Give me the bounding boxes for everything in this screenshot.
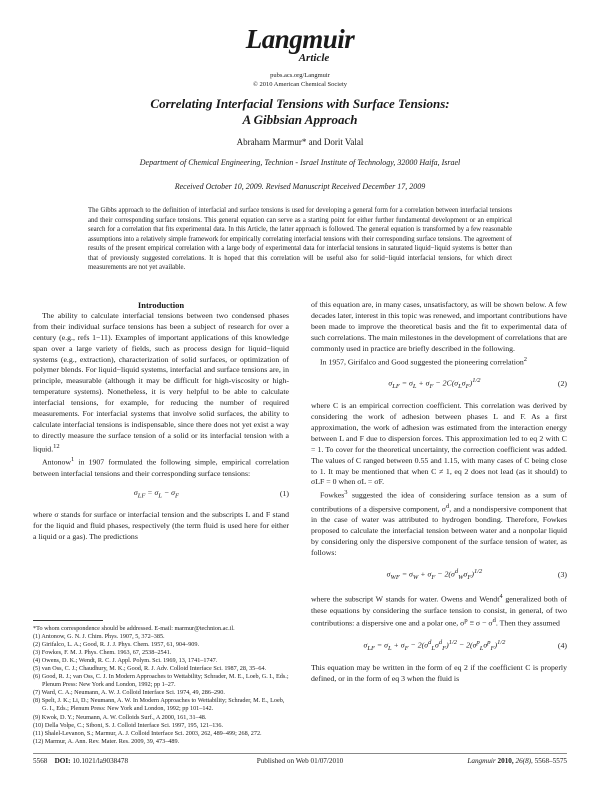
article-type-label: Article bbox=[298, 52, 330, 64]
reference-item: (5) van Oss, C. J.; Chaudhury, M. K.; Good, R. J. Adv. Colloid Interface Sci. 1987, 28, 35–64. bbox=[33, 665, 267, 673]
equation-3 bbox=[311, 567, 567, 584]
citation-ref[interactable]: 1 bbox=[71, 456, 75, 464]
reference-item: (1) Antonow, G. N. J. Chim. Phys. 1907, 5, 372–385. bbox=[33, 633, 165, 641]
reference-item: (11) Shalel-Levanon, S.; Marmur, A. J. Colloid Interface Sci. 2003, 262, 489–499; 268, 272. bbox=[33, 729, 262, 737]
reference-item: (9) Kwok, D. Y.; Neumann, A. W. Colloids Surf., A 2000, 161, 31–48. bbox=[33, 713, 207, 721]
abstract: The Gibbs approach to the definition of interfacial and surface tensions is used for developing a general form for a correlation between interfacial tensions and their corresponding surface tensions. This general equation can serve as a starting point for either further fundamental development or an empirical search for a correlation that fits experimental data. In this Article, the latter approach is followed. The general equation is transformed by a few reasonable assumptions into a relatively simple framework for empirically correlating interfacial tensions with their corresponding surface tensions. The agreement of results of the present empirical correlation with a large body of experimental data for interfacial tensions in saturated liquid−liquid systems is better than that of previously suggested correlations. It is hoped that this correlation will be useful also for solid−liquid interfacial tensions, for which direct measurements are not yet available. bbox=[88, 207, 512, 271]
reference-item: (6) Good, R. J.; van Oss, C. J. In Modern Approaches to Wettability; Schrader, M. E., Loeb, G. I., Eds.; Plenum Press: New York and London, 1992; pp 1–27. bbox=[33, 673, 289, 689]
superscript-d: d bbox=[445, 502, 450, 510]
paragraph bbox=[311, 488, 567, 559]
title-line-1: Correlating Interfacial Tensions with Surface Tensions: bbox=[150, 96, 450, 111]
reference-item: (8) Spelt, J. K.; Li, D.; Neumann, A. W. In Modern Approaches to Wettability; Schrader, M. E., Loeb, G. I., Eds.; Plenum Press: New York and London, 1992; pp 101–142. bbox=[33, 697, 285, 713]
citation-volume: 26(8), bbox=[515, 757, 533, 765]
affiliation: Department of Chemical Engineering, Technion - Israel Institute of Technology, 32000 Haifa, Israel bbox=[139, 158, 461, 167]
superscript-p: p bbox=[464, 617, 468, 625]
received-dates: Received October 10, 2009. Revised Manuscript Received December 17, 2009 bbox=[174, 182, 426, 191]
paragraph bbox=[33, 311, 289, 455]
references bbox=[33, 620, 289, 746]
equation-2 bbox=[311, 376, 567, 393]
paragraph-text: generalized both of these equations by considering the surface tension to consist, in general, of two contributions: a dispersive one and a polar one, σ bbox=[311, 594, 567, 628]
paragraph: where σ stands for surface or interfacial tension and the subscripts L and F stand for the liquid and fluid phases, respectively (the term fluid is used here for either a liquid or a gas). The predictions bbox=[33, 510, 289, 541]
citation-pages: 5568–5575 bbox=[534, 757, 567, 765]
title-line-2: A Gibbsian Approach bbox=[242, 112, 358, 127]
paragraph-text: in 1907 formulated the following simple, empirical correlation between interfacial tensions and their corresponding surface tensions: bbox=[33, 457, 289, 478]
equation-body: $\sigma_{LF} = \sigma_L + \sigma_F - 2(\sigma^d_L\sigma^d_F)^{1/2} - 2(\sigma^p_L\sigma^p_F)^{1/2}$ bbox=[363, 638, 506, 653]
citation bbox=[360, 757, 567, 765]
equation-number: (1) bbox=[279, 489, 289, 499]
equation-4 bbox=[311, 638, 567, 655]
right-column bbox=[311, 300, 567, 685]
paragraph-text: . Then they assumed bbox=[495, 619, 560, 628]
reference-item: (12) Marmur, A. Ann. Rev. Mater. Res. 2009, 39, 473–489. bbox=[33, 737, 180, 745]
footer-page-doi bbox=[33, 757, 128, 765]
citation-ref[interactable]: 12 bbox=[53, 442, 60, 450]
citation-ref[interactable]: 4 bbox=[499, 593, 503, 600]
paragraph-text: The ability to calculate interfacial tensions between two condensed phases from their individual surface tensions has been a subject of research for over a century (e.g., refs 1−11). Examples of important applications of this knowledge span over a large variety of fields, such as process design for liquid−liquid systems (e.g., extraction), characterization of solid surfaces, or optimization of polymer blends. For liquid−liquid systems, interfacial and surface tensions are, in principle, measurable (although it may be difficult for high-viscosity or high-temperature systems). Nonetheless, it is very helpful to be able to calculate interfacial tensions, for example, for reducing the number of required measurements. For interfacial systems that involve solid surfaces, the ability to calculate interfacial tensions is indispensable, since there does not yet exist a way to directly measure the surface tension of a solid or its interfacial tension with a liquid. bbox=[33, 310, 289, 454]
published-date: Published on Web 01/07/2010 bbox=[256, 757, 344, 765]
citation-ref[interactable]: 3 bbox=[344, 489, 348, 497]
paragraph bbox=[311, 355, 567, 369]
left-column bbox=[33, 300, 289, 543]
paragraph bbox=[33, 455, 289, 479]
equation-body: $\sigma_{WF} = \sigma_W + \sigma_F - 2(\sigma^d_W\sigma_F)^{1/2}$ bbox=[386, 567, 483, 582]
journal-url[interactable]: pubs.acs.org/Langmuir bbox=[270, 72, 330, 79]
paragraph: This equation may be written in the form of eq 2 if the coefficient C is properly defined, or in the form of eq 3 when the fluid is bbox=[311, 662, 567, 683]
paragraph-text: , and a nondispersive component that in the case of water was attributed to hydrogen bonding. Therefore, Fowkes proposed to calculate the interfacial tension between water and a nonpolar liquid by considering only the dispersive component of the surface tension of water, as follows: bbox=[311, 504, 568, 558]
paragraph-text: suggested the idea of considering surface tension as a sum of contributions of a dispersive component, σ bbox=[311, 490, 567, 514]
equation-body: $\sigma_{LF} = \sigma_L + \sigma_F - 2C(\sigma_L\sigma_F)^{1/2}$ bbox=[388, 377, 481, 391]
footnote: *To whom correspondence should be addressed. E-mail: marmur@technion.ac.il. bbox=[33, 625, 235, 632]
reference-item: (4) Owens, D. K.; Wendt, R. C. J. Appl. Polym. Sci. 1969, 13, 1741–1747. bbox=[33, 657, 218, 665]
paragraph: of this equation are, in many cases, unsatisfactory, as will be shown below. A few decades later, interest in this topic was renewed, and important contributions have been made to improve the theoretical basis and the fit to experimental data of such correlations. The main milestones in the development of correlations that are commonly used in practice are briefly described in the following. bbox=[311, 300, 567, 353]
section-heading-introduction: Introduction bbox=[137, 300, 185, 310]
author-name: Antonow bbox=[42, 457, 72, 467]
footnote-divider bbox=[33, 620, 103, 621]
superscript-d: d bbox=[492, 617, 496, 625]
equation-number: (2) bbox=[557, 379, 567, 389]
article-title bbox=[40, 96, 560, 128]
page-number: 5568 bbox=[33, 757, 48, 765]
author-name: Fowkes bbox=[320, 490, 345, 500]
paragraph: where C is an empirical correction coefficient. This correlation was derived by considering the work of adhesion between phases L and F. As a first approximation, the work of adhesion was estimated from the interaction energy between L and F due to dispersion forces. This approximation led to eq 2 with C = 1. To cover for the theoretical uncertainty, the correction coefficient was added. The values of C ranged between 0.55 and 1.15, with many cases of C being close to 1. It may be mentioned that when C ≠ 1, eq 2 does not lead (as it should) to σLF = 0 when σL = σF. bbox=[311, 401, 567, 487]
reference-item: (3) Fowkes, F. M. J. Phys. Chem. 1963, 67, 2538–2541. bbox=[33, 649, 172, 657]
equation-number: (3) bbox=[557, 570, 567, 580]
paragraph bbox=[311, 592, 567, 630]
equation-body: $\sigma_{LF} = \sigma_L - \sigma_F$ bbox=[133, 487, 179, 500]
footer-divider bbox=[33, 753, 567, 754]
copyright-notice: © 2010 American Chemical Society bbox=[252, 81, 348, 88]
citation-journal: Langmuir bbox=[467, 757, 496, 765]
equation-1 bbox=[33, 488, 289, 502]
reference-item: (10) Della Volpe, C.; Siboni, S. J. Colloid Interface Sci. 1997, 195, 121–136. bbox=[33, 721, 224, 729]
paragraph-text: In 1957, Girifalco and Good suggested the pioneering correlation bbox=[320, 357, 524, 367]
doi-link[interactable]: 10.1021/la9038478 bbox=[72, 757, 129, 765]
paragraph-text: ≡ σ − σ bbox=[467, 619, 493, 628]
journal-logo: Langmuir bbox=[245, 24, 355, 54]
paragraph-text: where the subscript W stands for water. Owens and Wendt bbox=[311, 594, 500, 604]
reference-item: (2) Girifalco, L. A.; Good, R. J. J. Phys. Chem. 1957, 61, 904–909. bbox=[33, 641, 200, 649]
citation-ref[interactable]: 2 bbox=[523, 355, 527, 363]
authors: Abraham Marmur* and Dorit Valal bbox=[236, 137, 364, 147]
citation-year: 2010, bbox=[497, 757, 514, 765]
equation-number: (4) bbox=[557, 640, 567, 650]
doi-label: DOI: bbox=[54, 757, 71, 765]
reference-item: (7) Ward, C. A.; Neumann, A. W. J. Colloid Interface Sci. 1974, 49, 286–290. bbox=[33, 689, 225, 697]
